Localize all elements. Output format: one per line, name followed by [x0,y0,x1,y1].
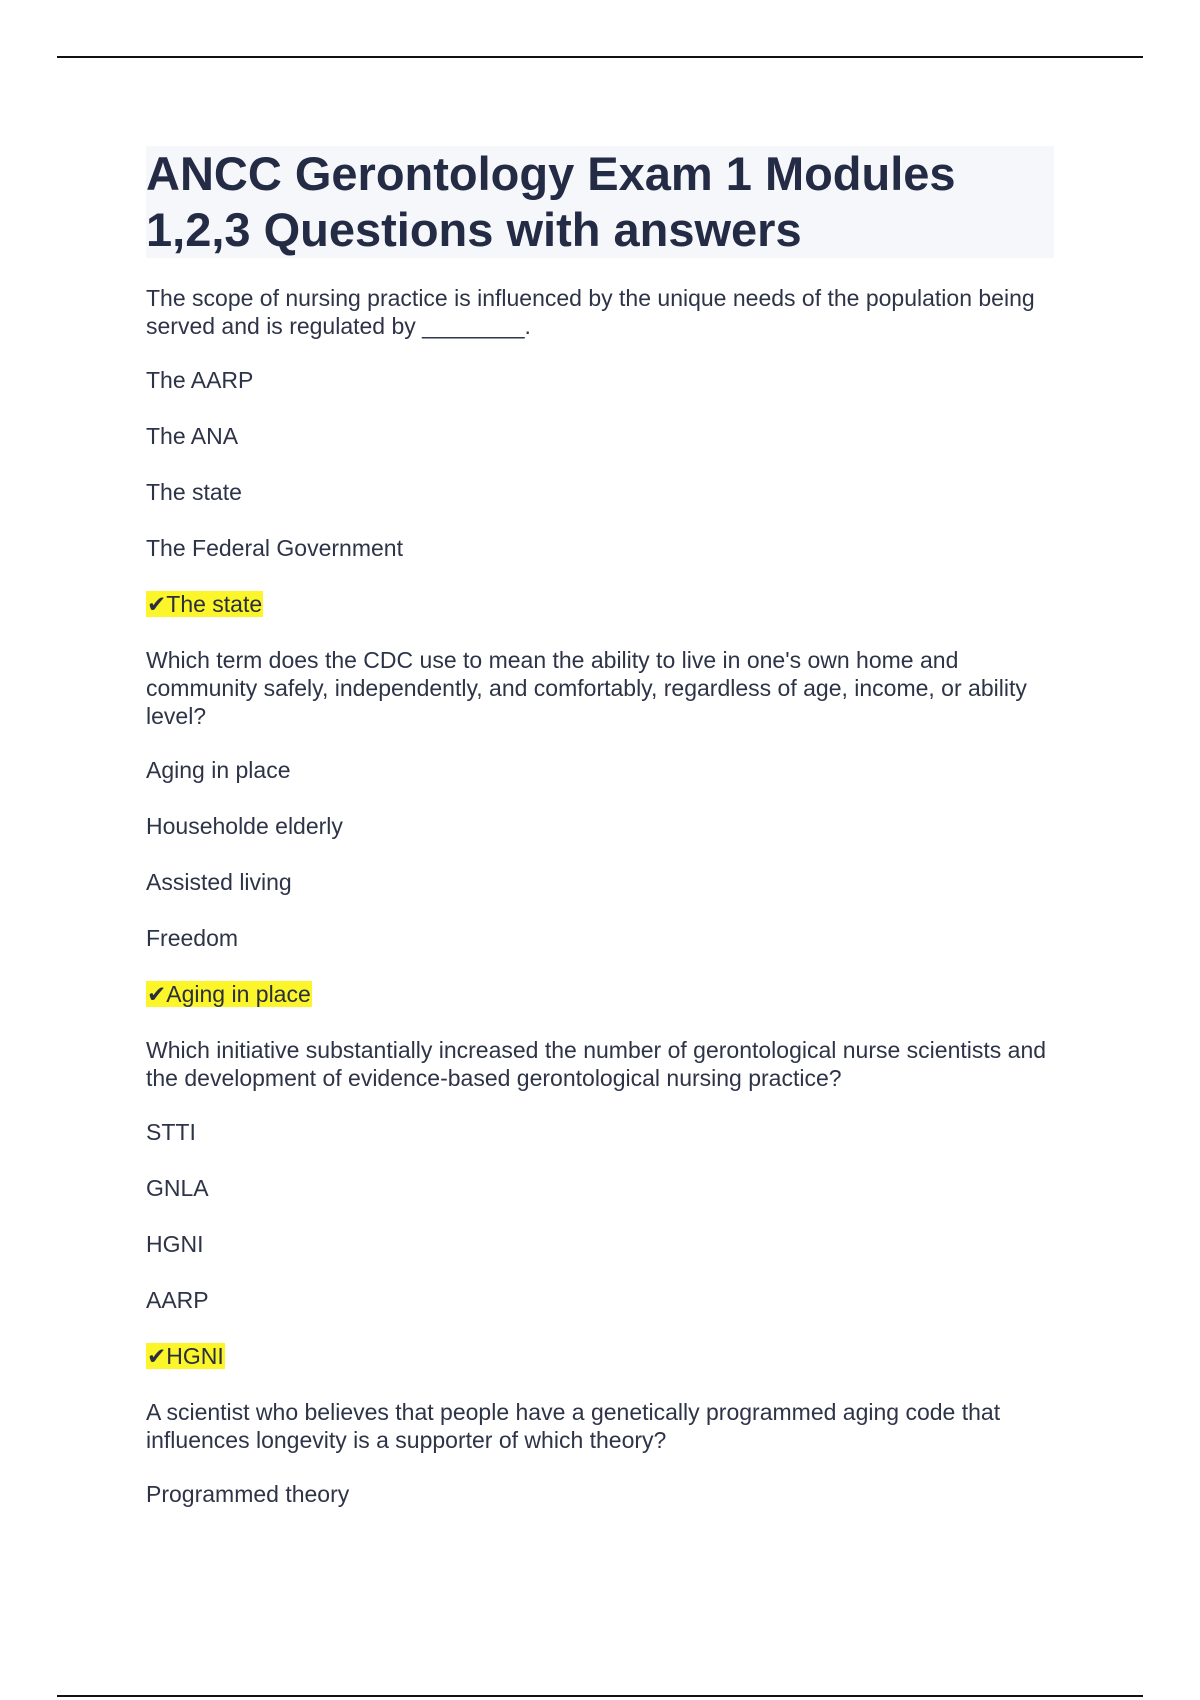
answer-option: AARP [146,1287,209,1313]
question-block [146,646,1054,1008]
correct-answer [146,1342,1054,1370]
title-block [146,146,1054,258]
answer-option: The AARP [146,367,254,393]
question-block [146,1398,1054,1508]
answer-option: The state [146,479,242,505]
answer-option: Assisted living [146,869,292,895]
correct-answer-highlight: ✔The state [147,591,263,617]
question-text: Which term does the CDC use to mean the ability to live in one's own home and community safely, independently, and comfortably, regardless of age, income, or ability level? [146,647,1027,729]
answer-option: Programmed theory [146,1481,350,1507]
question-text: Which initiative substantially increased the number of gerontological nurse scientists and the development of evidence-based gerontological nursing practice? [146,1037,1047,1091]
question-block [146,284,1054,618]
bottom-rule [57,1695,1143,1697]
correct-answer [146,590,1054,618]
correct-answer [146,980,1054,1008]
correct-answer-highlight: ✔HGNI [147,1343,224,1369]
answer-option: STTI [146,1119,196,1145]
question-text: The scope of nursing practice is influenced by the unique needs of the population being served and is regulated by ________. [146,285,1035,339]
answer-option: The Federal Government [146,535,403,561]
question-text: A scientist who believes that people have a genetically programmed aging code that influences longevity is a supporter of which theory? [146,1399,1001,1453]
top-rule [57,56,1143,58]
question-list [146,284,1054,1508]
answer-option: GNLA [146,1175,209,1201]
question-block [146,1036,1054,1370]
answer-option: Aging in place [146,757,291,783]
answer-option: Freedom [146,925,239,951]
answer-option: Householde elderly [146,813,343,839]
answer-option: HGNI [146,1231,204,1257]
answer-option: The ANA [146,423,239,449]
document-body [146,146,1054,1536]
correct-answer-highlight: ✔Aging in place [147,981,311,1007]
document-title: ANCC Gerontology Exam 1 Modules 1,2,3 Questions with answers [146,147,956,256]
